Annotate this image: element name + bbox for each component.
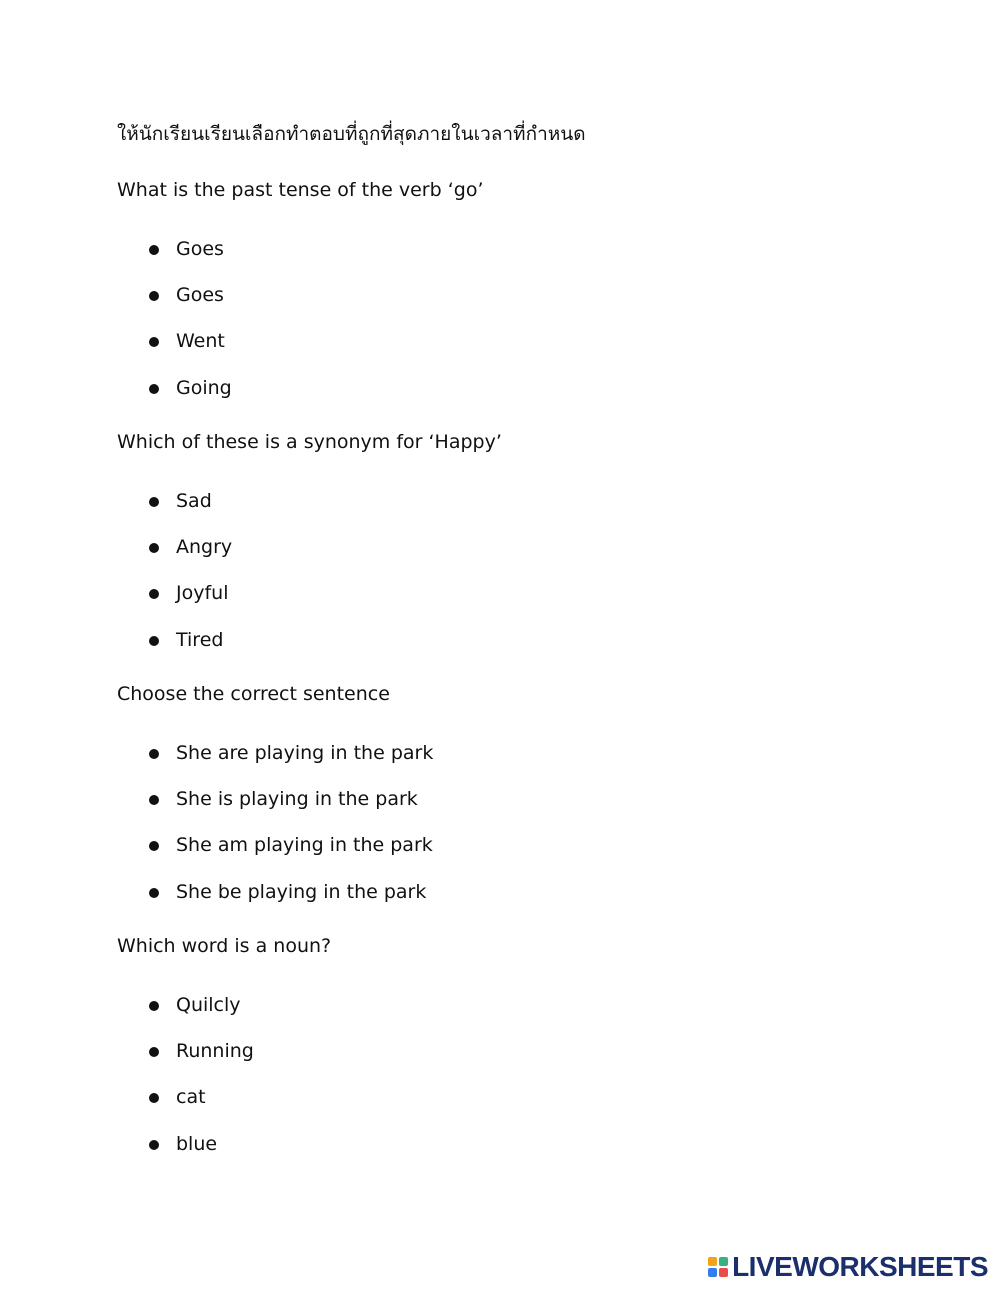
option-label: Angry: [176, 536, 233, 559]
option-label: She be playing in the park: [176, 880, 427, 903]
option-label: Goes: [176, 238, 224, 260]
liveworksheets-logo-icon: [708, 1257, 728, 1277]
logo-square: [719, 1257, 728, 1266]
logo-square: [708, 1268, 717, 1277]
option-label: She is playing in the park: [176, 788, 418, 811]
option-item[interactable]: [117, 235, 917, 281]
bullet-icon: [149, 543, 159, 553]
bullet-icon: [149, 291, 159, 301]
bullet-icon: [149, 636, 159, 646]
option-item[interactable]: [117, 991, 917, 1037]
brand-text: LIVEWORKSHEETS: [732, 1251, 988, 1282]
instruction-text: ให้นักเรียนเรียนเลือกทำตอบที่ถูกที่สุดภายในเวลาที่กำหนด: [117, 123, 586, 145]
options-list: [117, 991, 917, 1176]
logo-square: [708, 1257, 717, 1266]
bullet-icon: [149, 1047, 159, 1057]
question-text: Which word is a noun?: [117, 935, 332, 957]
bullet-icon: [149, 589, 159, 599]
bullet-icon: [149, 384, 159, 394]
bullet-icon: [149, 749, 159, 759]
bullet-icon: [149, 245, 159, 255]
option-item[interactable]: [117, 878, 917, 924]
question-4: [117, 932, 917, 1176]
option-item[interactable]: [117, 1037, 917, 1083]
option-label: Sad: [176, 490, 212, 512]
bullet-icon: [149, 888, 159, 898]
bullet-icon: [149, 1093, 159, 1103]
option-item[interactable]: [117, 626, 917, 672]
option-label: cat: [176, 1086, 206, 1109]
option-label: blue: [176, 1132, 218, 1155]
question-text: What is the past tense of the verb ‘go’: [117, 179, 484, 201]
option-item[interactable]: [117, 281, 917, 327]
option-item[interactable]: [117, 327, 917, 373]
bullet-icon: [149, 497, 159, 507]
options-list: [117, 739, 917, 924]
bullet-icon: [149, 841, 159, 851]
question-2: [117, 428, 917, 672]
question-1: [117, 176, 917, 420]
option-label: Running: [176, 1040, 254, 1063]
option-label: Joyful: [176, 582, 229, 605]
option-item[interactable]: [117, 487, 917, 533]
option-item[interactable]: [117, 1130, 917, 1176]
option-item[interactable]: [117, 533, 917, 579]
question-text: Choose the correct sentence: [117, 683, 390, 705]
bullet-icon: [149, 1140, 159, 1150]
options-list: [117, 487, 917, 672]
option-label: Going: [176, 376, 232, 399]
option-label: Tired: [176, 628, 224, 651]
bullet-icon: [149, 1001, 159, 1011]
option-label: Went: [176, 330, 225, 353]
option-item[interactable]: [117, 739, 917, 785]
option-item[interactable]: [117, 831, 917, 877]
option-label: Quilcly: [176, 994, 241, 1016]
logo-square: [719, 1268, 728, 1277]
option-item[interactable]: [117, 374, 917, 420]
bullet-icon: [149, 795, 159, 805]
bullet-icon: [149, 337, 159, 347]
option-item[interactable]: [117, 785, 917, 831]
liveworksheets-brand: [708, 1252, 988, 1282]
option-label: Goes: [176, 284, 224, 307]
option-label: She are playing in the park: [176, 742, 434, 764]
question-3: [117, 680, 917, 924]
option-item[interactable]: [117, 1083, 917, 1129]
option-item[interactable]: [117, 579, 917, 625]
question-text: Which of these is a synonym for ‘Happy’: [117, 431, 502, 453]
option-label: She am playing in the park: [176, 834, 433, 857]
options-list: [117, 235, 917, 420]
